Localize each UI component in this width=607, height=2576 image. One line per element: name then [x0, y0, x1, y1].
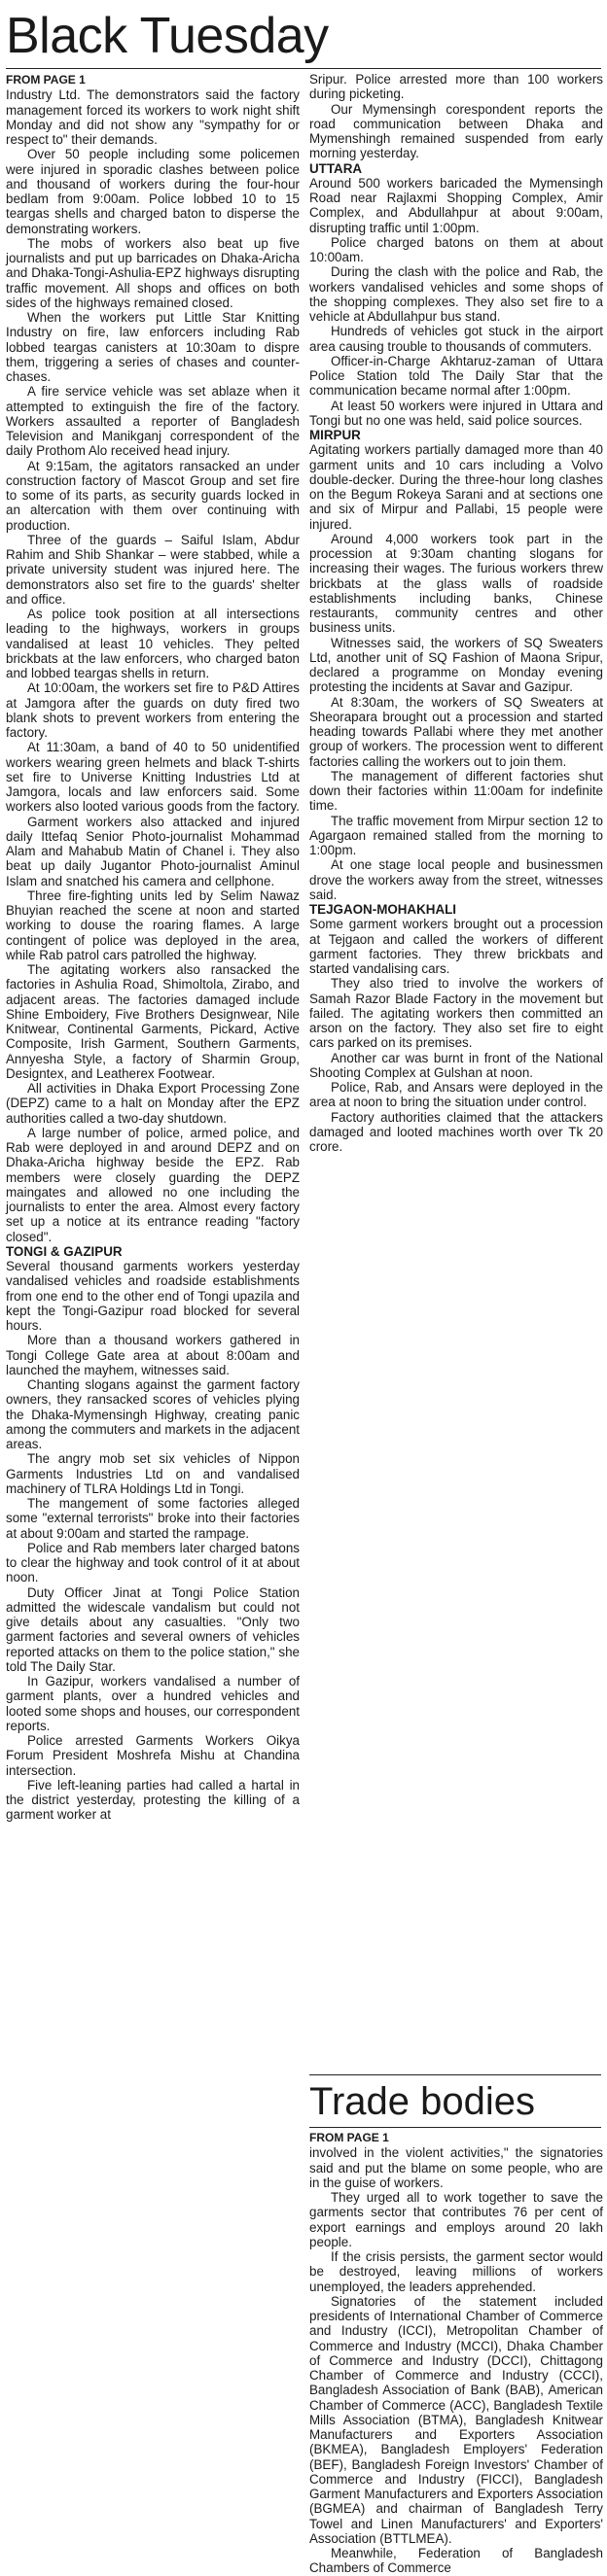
paragraph: Sripur. Police arrested more than 100 workers during picketing.	[309, 72, 603, 102]
paragraph: Around 500 workers baricaded the Mymensingh Road near Rajlaxmi Shopping Complex, Amir Complex, and Abdullahpur at about 9:00am, disrupting traffic until 1:00pm.	[309, 175, 603, 235]
paragraph: Industry Ltd. The demonstrators said the factory management forced its workers to work night shift Monday and did not show any "sympathy for or respect to" their demands.	[6, 87, 300, 147]
paragraph: Police, Rab, and Ansars were deployed in the area at noon to bring the situation under control.	[309, 1080, 603, 1110]
paragraph: At 10:00am, the workers set fire to P&D Attires at Jamgora after the guards on duty fired two blank shots to prevent workers from entering the factory.	[6, 680, 300, 740]
paragraph: Three fire-fighting units led by Selim Nawaz Bhuyian reached the scene at noon and started working to douse the roaring flames. A large contingent of police was deployed in the area, while Rab patrol cars patrolled the highway.	[6, 888, 300, 962]
paragraph: More than a thousand workers gathered in Tongi College Gate area at about 8:00am and launched the mayhem, witnesses said.	[6, 1333, 300, 1377]
paragraph: At one stage local people and businessmen drove the workers away from the street, witnesses said.	[309, 857, 603, 902]
paragraph: Chanting slogans against the garment factory owners, they ransacked scores of vehicles plying the Dhaka-Mymensingh Highway, creating panic among the commuters and markets in the adjacent areas.	[6, 1377, 300, 1451]
paragraph: Several thousand garments workers yesterday vandalised vehicles and roadside establishments from one end to the other end of Tongi upazila and kept the Tongi-Gazipur road blocked for several hours.	[6, 1259, 300, 1333]
paragraph: Over 50 people including some policemen were injured in sporadic clashes between police and thousand of workers during the four-hour bedlam from 9:00am. Police lobbed 10 to 15 teargas shells and charged baton to disperse the demonstrating workers.	[6, 147, 300, 236]
paragraph: In Gazipur, workers vandalised a number of garment plants, over a hundred vehicles and looted some shops and houses, our correspondent reports.	[6, 1674, 300, 1733]
paragraph: They urged all to work together to save the garments sector that contributes 76 per cent of export earnings and employs around 20 lakh people.	[309, 2190, 603, 2249]
paragraph: Another car was burnt in front of the National Shooting Complex at Gulshan at noon.	[309, 1050, 603, 1080]
paragraph: At 8:30am, the workers of SQ Sweaters at Sheorapara brought out a procession and started heading towards Pallabi where they met another group of workers. The procession went to different factories calling the workers out to join them.	[309, 694, 603, 769]
paragraph: Hundreds of vehicles got stuck in the airport area causing trouble to thousands of commuters.	[309, 324, 603, 354]
subhead-tejgaon-mohakhali: TEJGAON-MOHAKHALI	[309, 902, 457, 917]
paragraph: They also tried to involve the workers of Samah Razor Blade Factory in the movement but failed. The agitating workers then committed an arson on the factory. They also set fire to eight cars parked on its premises.	[309, 976, 603, 1051]
subhead-tongi-gazipur: TONGI & GAZIPUR	[6, 1243, 123, 1259]
paragraph: The angry mob set six vehicles of Nippon Garments Industries Ltd on and vandalised machinery of TLRA Holdings Ltd in Tongi.	[6, 1451, 300, 1496]
paragraph: Witnesses said, the workers of SQ Sweaters Ltd, another unit of SQ Fashion of Maona Sripur, declared a programme on Monday evening protesting the incidents at Savar and Gazipur.	[309, 635, 603, 695]
paragraph: Meanwhile, Federation of Bangladesh Chambers of Commerce	[309, 2546, 603, 2576]
paragraph: A large number of police, armed police, and Rab were deployed in and around DEPZ and on Dhaka-Aricha highway beside the EPZ. Rab members were closely guarding the DEPZ maingates and allowed no one including the journalists to enter the area. Almost every factory set up a notice at its entrance reading "factory closed".	[6, 1125, 300, 1244]
paragraph: Police arrested Garments Workers Oikya Forum President Moshrefa Mishu at Chandina intersection.	[6, 1733, 300, 1778]
headline-black-tuesday: Black Tuesday	[6, 8, 329, 64]
paragraph: A fire service vehicle was set ablaze when it attempted to extinguish the fire of the factory. Workers assaulted a reporter of Bangladesh Television and Manikganj correspondent of the daily Prothom Alo received head injury.	[6, 384, 300, 459]
kicker-from-page-1: FROM PAGE 1	[6, 73, 86, 87]
paragraph: Garment workers also attacked and injured daily Ittefaq Senior Photo-journalist Mohammad Alam and Mahabub Matin of Chanel i. They also beat up daily Jugantor Photo-journalist Aminul Islam and snatched his camera and cellphone.	[6, 814, 300, 888]
article-column-left	[6, 72, 300, 1823]
kicker-from-page-1: FROM PAGE 1	[309, 2131, 389, 2144]
paragraph: At least 50 workers were injured in Uttara and Tongi but no one was held, said police sources.	[309, 398, 603, 428]
paragraph: The mobs of workers also beat up five journalists and put up barricades on Dhaka-Aricha and Dhaka-Tongi-Ashulia-EPZ highways disrupting traffic movement. All shops and offices on both sides of the highways remained closed.	[6, 235, 300, 310]
headline-trade-bodies: Trade bodies	[309, 2080, 535, 2123]
paragraph: involved in the violent activities," the signatories said and put the blame on some people, who are in the guise of workers.	[309, 2145, 603, 2190]
paragraph: The mangement of some factories alleged some "external terrorists" broke into their factories at about 9:00am and started the rampage.	[6, 1496, 300, 1541]
trade-bodies-column	[309, 2130, 603, 2576]
paragraph: Signatories of the statement included presidents of International Chamber of Commerce and Industry (ICCI), Metropolitan Chamber of Commerce and Industry (MCCI), Dhaka Chamber of Commerce and Industry (DCCI), Chittagong Chamber of Commerce and Industry (CCCI), Bangladesh Association of Bank (BAB), American Chamber of Commerce (ACC), Bangladesh Textile Mills Association (BTMA), Bangladesh Knitwear Manufacturers and Exporters Association (BKMEA), Bangladesh Employers' Federation (BEF), Bangladesh Foreign Investors' Chamber of Commerce and Industry (FICCI), Bangladesh Garment Manufacturers and Exporters Association (BGMEA) and chairman of Bangladesh Terry Towel and Linen Manufacturers' and Exporters' Association (BTTLMEA).	[309, 2293, 603, 2546]
paragraph: The management of different factories shut down their factories within 11:00am for indefinite time.	[309, 768, 603, 814]
paragraph: All activities in Dhaka Export Processing Zone (DEPZ) came to a halt on Monday after the EPZ authorities called a two-day shutdown.	[6, 1081, 300, 1126]
subhead-mirpur: MIRPUR	[309, 428, 361, 442]
paragraph: Factory authorities claimed that the attackers damaged and looted machines worth over Tk 20 crore.	[309, 1109, 603, 1154]
paragraph: When the workers put Little Star Knitting Industry on fire, law enforcers including Rab lobbed teargas canisters at 10:30am to dispre them, triggering a series of chases and counter-chases.	[6, 310, 300, 384]
trade-bodies-headline-rule	[309, 2127, 601, 2128]
paragraph: Some garment workers brought out a procession at Tejgaon and called the workers of different garment factories. They threw brickbats and started vandalising cars.	[309, 917, 603, 976]
paragraph: Duty Officer Jinat at Tongi Police Station admitted the widescale vandalism but could not give details about any casualties. "Only two garment factories and several owners of vehicles reported attacks on them to the police station," she told The Daily Star.	[6, 1584, 300, 1674]
paragraph: Police charged batons on them at about 10:00am.	[309, 234, 603, 264]
paragraph: Officer-in-Charge Akhtaruz-zaman of Uttara Police Station told The Daily Star that the communication became normal after 1:00pm.	[309, 353, 603, 399]
paragraph: Five left-leaning parties had called a hartal in the district yesterday, protesting the killing of a garment worker at	[6, 1777, 300, 1823]
subhead-uttara: UTTARA	[309, 160, 363, 176]
paragraph: The agitating workers also ransacked the factories in Ashulia Road, Shimoltola, Zirabo, and adjacent areas. The factories damaged include Shine Emboidery, Five Brothers Designwear, Nile Knitwear, Continental Garments, Pickard, Active Composite, Irish Garment, Southern Garments, Annyesha Style, a factory of Sharmin Group, Designtex, and Leatherex Footwear.	[6, 962, 300, 1081]
paragraph: At 11:30am, a band of 40 to 50 unidentified workers wearing green helmets and black T-shirts set fire to Universe Knitting Industries Ltd at Jamgora, locals and law enforcers said. Some workers also looted various goods from the factory.	[6, 740, 300, 815]
paragraph: The traffic movement from Mirpur section 12 to Agargaon remained stalled from the morning to 1:00pm.	[309, 813, 603, 857]
paragraph: During the clash with the police and Rab, the workers vandalised vehicles and some shops of the shopping complexes. They also set fire to a vehicle at Abdullahpur bus stand.	[309, 264, 603, 324]
paragraph: As police took position at all intersections leading to the highways, workers in groups vandalised at least 10 vehicles. They pelted brickbats at the law enforcers, who charged baton and lobbed teargas shells in return.	[6, 607, 300, 680]
headline-rule	[6, 68, 601, 69]
trade-bodies-top-rule	[309, 2074, 601, 2075]
paragraph: Around 4,000 workers took part in the procession at 9:30am chanting slogans for increasing their wages. The furious workers threw brickbats at the glass walls of roadside establishments including banks, Chinese restaurants, community centres and other business units.	[309, 531, 603, 636]
article-column-right	[309, 72, 603, 1154]
paragraph: Agitating workers partially damaged more than 40 garment units and 10 cars including a Volvo double-decker. During the three-hour long clashes on the Begum Rokeya Sarani and at sections one and six of Mirpur and Pallabi, 15 people were injured.	[309, 442, 603, 532]
paragraph: If the crisis persists, the garment sector would be destroyed, leaving millions of workers unemployed, the leaders apprehended.	[309, 2249, 603, 2294]
paragraph: At 9:15am, the agitators ransacked an under construction factory of Mascot Group and set fire to some of its parts, as security guards locked in an altercation with them over continuing with production.	[6, 458, 300, 533]
paragraph: Our Mymensingh corespondent reports the road communication between Dhaka and Mymenshingh remained suspended from early morning yesterday.	[309, 101, 603, 161]
paragraph: Police and Rab members later charged batons to clear the highway and took control of it at about noon.	[6, 1540, 300, 1585]
paragraph: Three of the guards – Saiful Islam, Abdur Rahim and Shib Shankar – were stabbed, while a private university student was injured here. The demonstrators also set fire to the guards' shelter and office.	[6, 532, 300, 607]
